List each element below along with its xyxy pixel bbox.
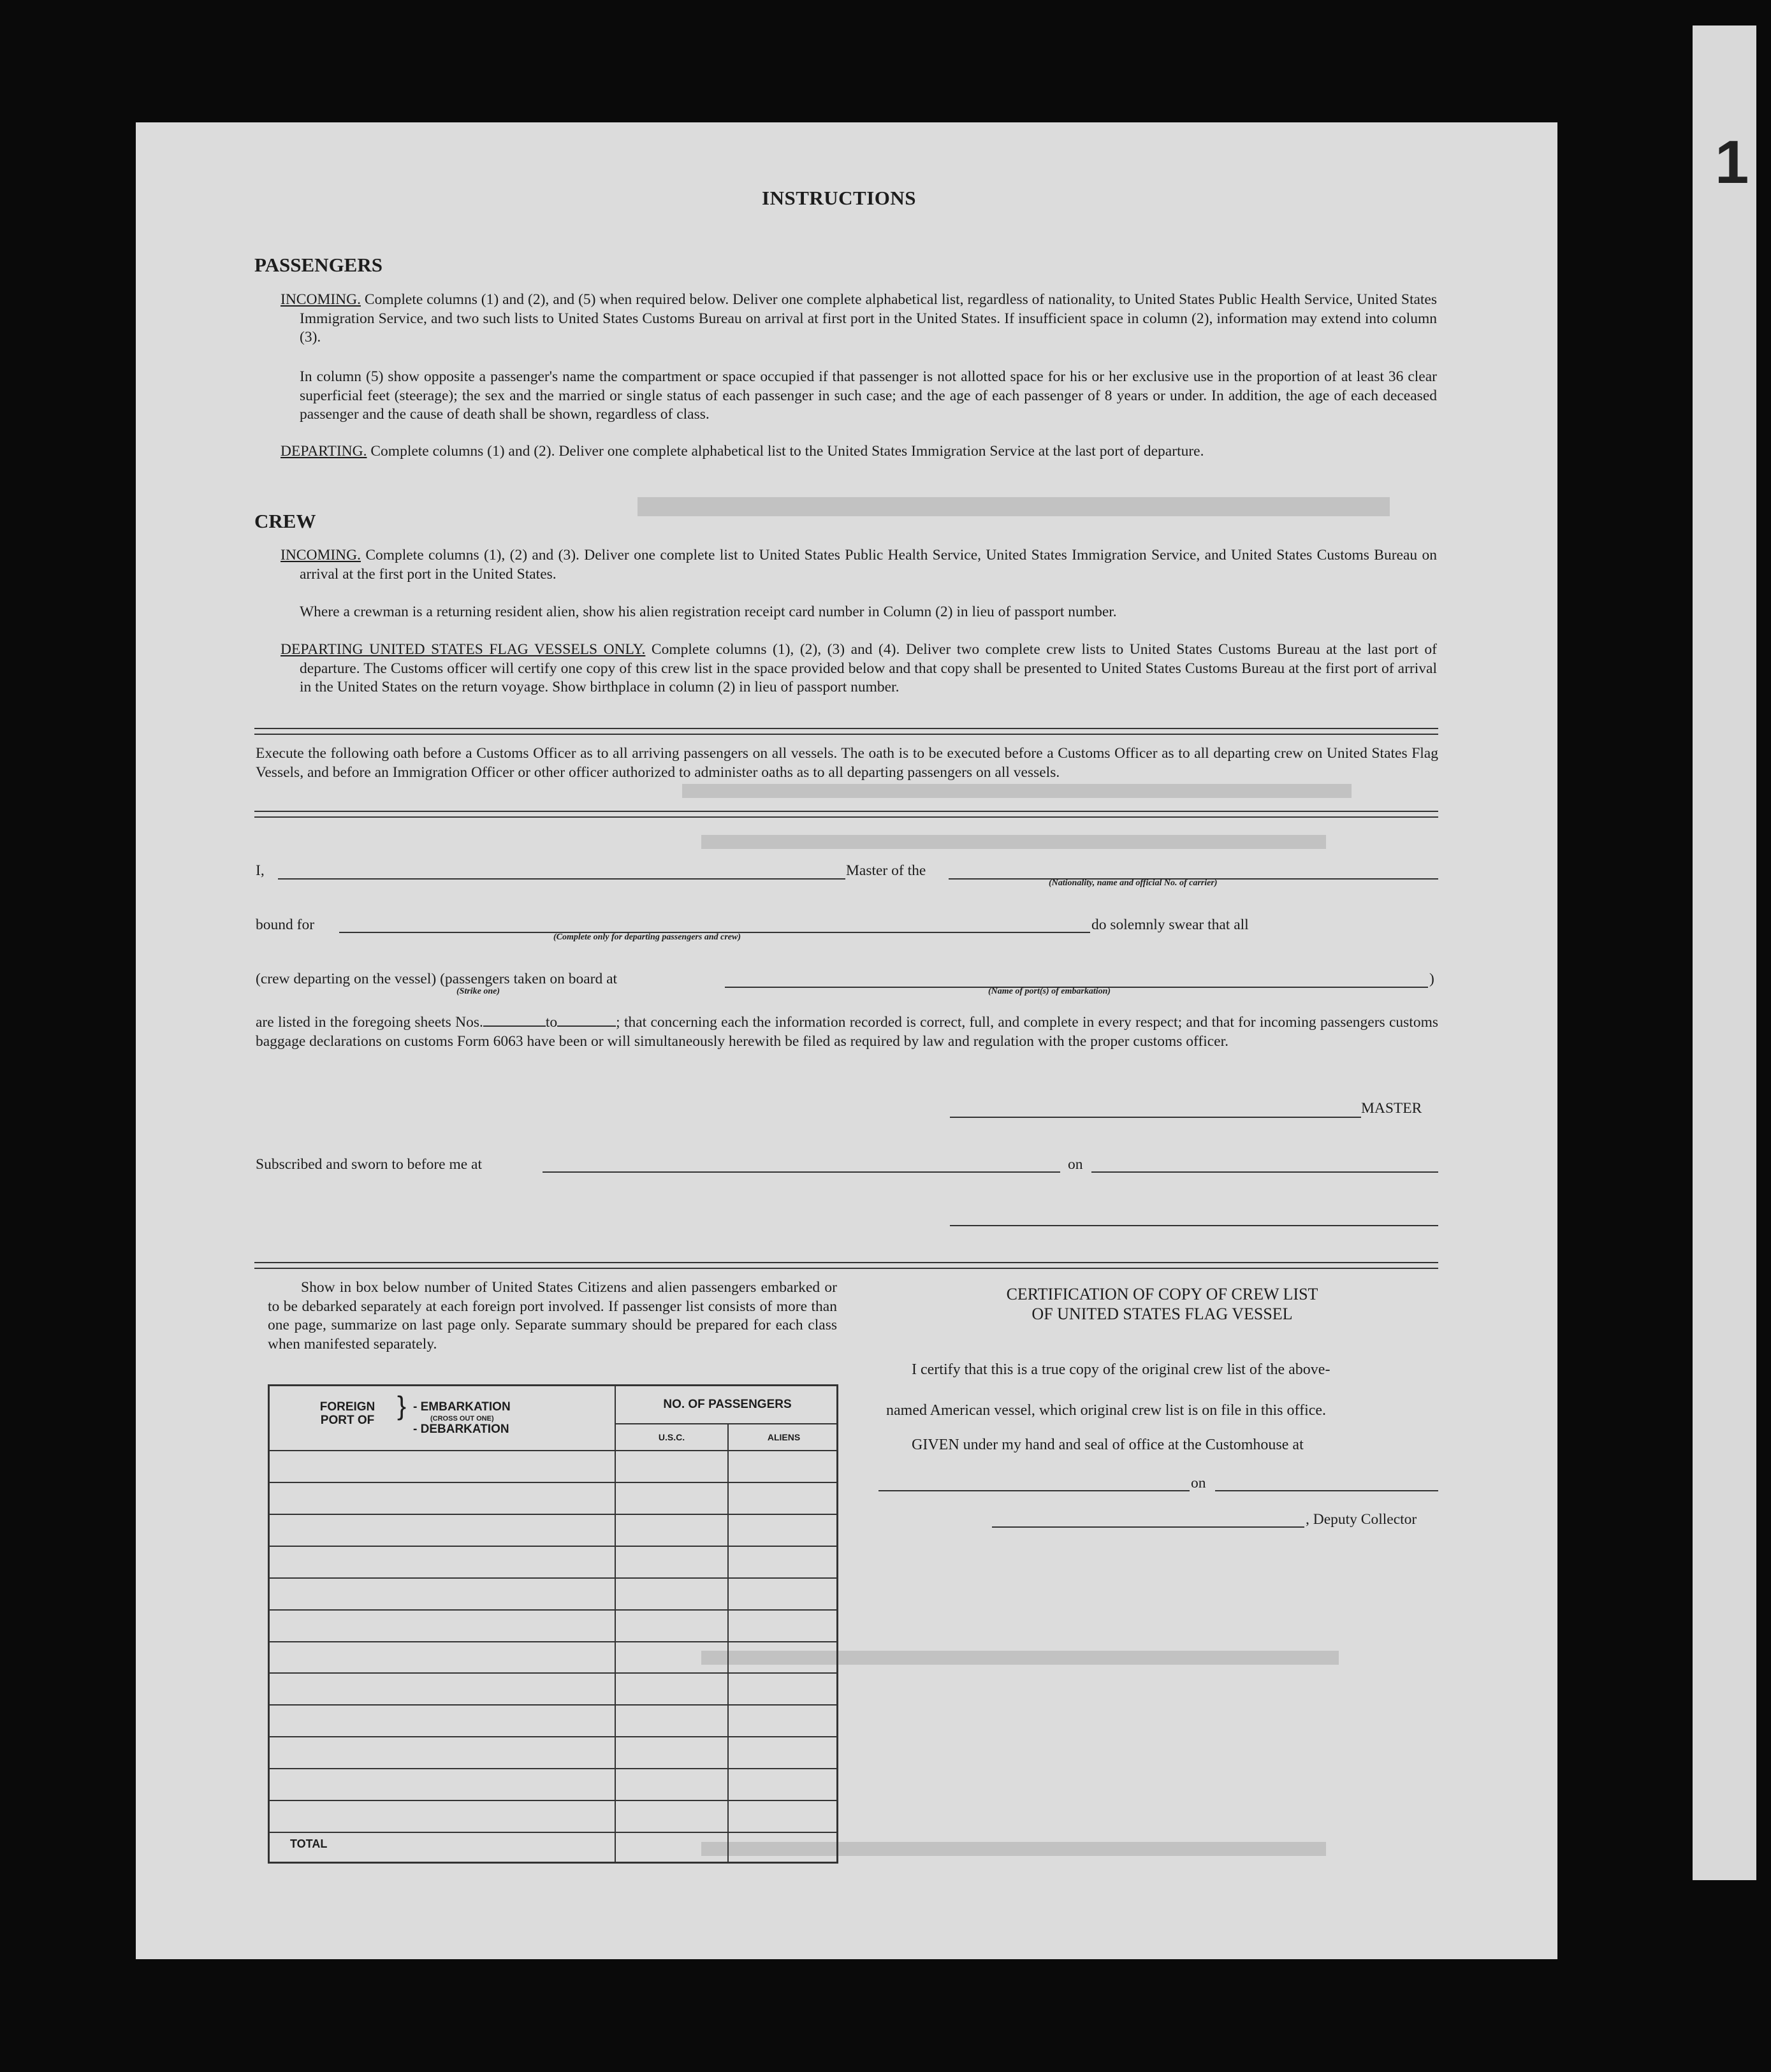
certify-line1: I certify that this is a true copy of the original crew list of the above- (912, 1361, 1330, 1378)
table-row[interactable] (270, 1482, 836, 1483)
ports-close-paren: ) (1429, 971, 1434, 987)
deputy-collector-field[interactable] (992, 1526, 1304, 1528)
passenger-summary-table (268, 1384, 838, 1864)
crew-departing-text: Complete columns (1), (2), (3) and (4). Deliver two complete crew lists to United States Customs Bureau at the last port of departure. The Customs officer will certify one copy of this crew list in the space provided below and that copy shall be presented to United States Customs Bureau at the first port of arrival in the United States on the return voyage. Show birthplace in column (2) in lieu of passport number. (300, 641, 1437, 695)
debarkation-header: - DEBARKATION (413, 1423, 509, 1436)
given-under-label: GIVEN under my hand and seal of office at the Customhouse at (912, 1437, 1304, 1453)
sheet-from-field[interactable] (483, 1014, 546, 1027)
passengers-departing-text: Complete columns (1) and (2). Deliver one complete alphabetical list to the United States Immigration Service at the last port of departure. (370, 443, 1204, 460)
table-row[interactable] (270, 1832, 836, 1833)
oath-intro: Execute the following oath before a Customs Officer as to all arriving passengers on all vessels. The oath is to be executed before a Customs Officer as to all departing crew on United States Flag Vessels, and before an Immigration Officer or other officer authorized to administer oaths as to all departing passengers on all vessels. (256, 745, 1438, 781)
no-of-passengers-header: NO. OF PASSENGERS (663, 1398, 792, 1411)
master-signature-field[interactable] (950, 1117, 1361, 1118)
complete-only-note: (Complete only for departing passengers and crew) (553, 932, 741, 942)
master-name-field[interactable] (278, 878, 845, 880)
listed-to: to (545, 1014, 558, 1031)
summary-instructions: Show in box below number of United States Citizens and alien passengers embarked or to be debarked separately at each foreign port involved. If passenger list consists of more than one page, summarize on last page only. Separate summary should be prepared for each class when manifested separately. (268, 1279, 837, 1352)
crew-incoming-paragraph (281, 546, 1437, 584)
oath-i-label: I, (256, 862, 265, 879)
section-divider-oath (254, 811, 1438, 818)
table-row[interactable] (270, 1641, 836, 1642)
certification-title-line1: CERTIFICATION OF COPY OF CREW LIST (1006, 1285, 1318, 1303)
customhouse-field[interactable] (878, 1490, 1190, 1491)
adjacent-page-number: 1 (1715, 128, 1749, 196)
strike-one-note: (Strike one) (456, 987, 500, 996)
nationality-note: (Nationality, name and official No. of carrier) (1049, 878, 1218, 888)
aliens-header: ALIENS (767, 1432, 801, 1442)
cross-out-note: (CROSS OUT ONE) (430, 1415, 494, 1423)
table-row[interactable] (270, 1800, 836, 1801)
usc-header: U.S.C. (658, 1432, 685, 1442)
crew-heading: CREW (254, 510, 316, 532)
listed-prefix: are listed in the foregoing sheets Nos. (256, 1014, 483, 1031)
header-bottom-line (270, 1450, 836, 1451)
sheet-to-field[interactable] (557, 1014, 616, 1027)
given-date-field[interactable] (1215, 1490, 1438, 1491)
table-row[interactable] (270, 1704, 836, 1706)
ports-note: (Name of port(s) of embarkation) (988, 987, 1111, 996)
bound-for-label: bound for (256, 916, 315, 933)
crew-departing-label: (crew departing on the vessel) (passengers taken on board at (256, 971, 618, 987)
deputy-collector-label: , Deputy Collector (1306, 1511, 1417, 1528)
passengers-incoming-label: INCOMING. (281, 291, 361, 308)
passengers-departing-label: DEPARTING. (281, 443, 367, 460)
subscribed-on-label: on (1068, 1156, 1083, 1173)
passengers-column5-paragraph: In column (5) show opposite a passenger's name the compartment or space occupied if that passenger is not allotted space for his or her exclusive use in the proportion of at least 36 clear superficial feet (steerage); the sex and the married or single status of each passenger in such case; and the age of each passenger of 8 years or under. In addition, the age of each deceased passenger and the cause of death shall be shown, regardless of class. (300, 368, 1437, 423)
foreign-port-header: FOREIGN PORT OF (319, 1400, 375, 1427)
table-row[interactable] (270, 1736, 836, 1737)
passengers-departing-paragraph (281, 442, 1437, 461)
table-row[interactable] (270, 1514, 836, 1515)
crew-departing-paragraph (281, 641, 1437, 697)
swear-label: do solemnly swear that all (1091, 916, 1249, 933)
table-row[interactable] (270, 1546, 836, 1547)
certification-title-line2: OF UNITED STATES FLAG VESSEL (1031, 1305, 1293, 1323)
subscribed-date-field[interactable] (1091, 1171, 1438, 1173)
crew-incoming-label: INCOMING. (281, 547, 361, 563)
officer-signature-field[interactable] (950, 1225, 1438, 1226)
crew-departing-label: DEPARTING UNITED STATES FLAG VESSELS ONLY. (281, 641, 646, 658)
section-divider-top (254, 728, 1438, 735)
crew-resident-paragraph: Where a crewman is a returning resident alien, show his alien registration receipt card number in Column (2) in lieu of passport number. (300, 604, 1117, 620)
header-split-line (615, 1423, 836, 1424)
column-divider-port (615, 1386, 616, 1862)
subscribed-label: Subscribed and sworn to before me at (256, 1156, 483, 1173)
given-on-label: on (1191, 1475, 1206, 1491)
table-row[interactable] (270, 1577, 836, 1579)
table-row[interactable] (270, 1672, 836, 1674)
crew-incoming-text: Complete columns (1), (2) and (3). Deliver one complete list to United States Public Health Service, United States Immigration Service, and United States Customs Bureau on arrival at the first port in the United States. (300, 547, 1437, 583)
total-label: TOTAL (290, 1837, 328, 1850)
page-title: INSTRUCTIONS (762, 187, 917, 209)
master-label: MASTER (1361, 1100, 1422, 1117)
listed-text: ; that concerning each the information recorded is correct, full, and complete in every respect; and that for incoming passengers customs baggage declarations on customs Form 6063 have been or will simultaneously herewith be filed as required by law and regulation with the proper customs officer. (256, 1014, 1438, 1050)
table-row[interactable] (270, 1609, 836, 1611)
table-row[interactable] (270, 1768, 836, 1769)
brace-icon: } (397, 1391, 407, 1421)
embarkation-header: - EMBARKATION (413, 1400, 511, 1414)
subscribed-place-field[interactable] (543, 1171, 1060, 1173)
column-divider-usc (727, 1424, 729, 1862)
master-of-label: Master of the (846, 862, 926, 879)
adjacent-page-strip (1693, 25, 1756, 1880)
passengers-heading: PASSENGERS (254, 254, 383, 276)
listed-paragraph (256, 1013, 1438, 1051)
certify-line2: named American vessel, which original crew list is on file in this office. (886, 1402, 1327, 1419)
passengers-incoming-paragraph (281, 291, 1438, 347)
section-divider-bottom (254, 1262, 1438, 1269)
passengers-incoming-text: Complete columns (1) and (2), and (5) when required below. Deliver one complete alphabetical list, regardless of nationality, to United States Public Health Service, United States Immigration Service, and two such lists to United States Customs Bureau on arrival at first port in the United States. If insufficient space in column (2), information may extend into column (3). (300, 291, 1438, 345)
